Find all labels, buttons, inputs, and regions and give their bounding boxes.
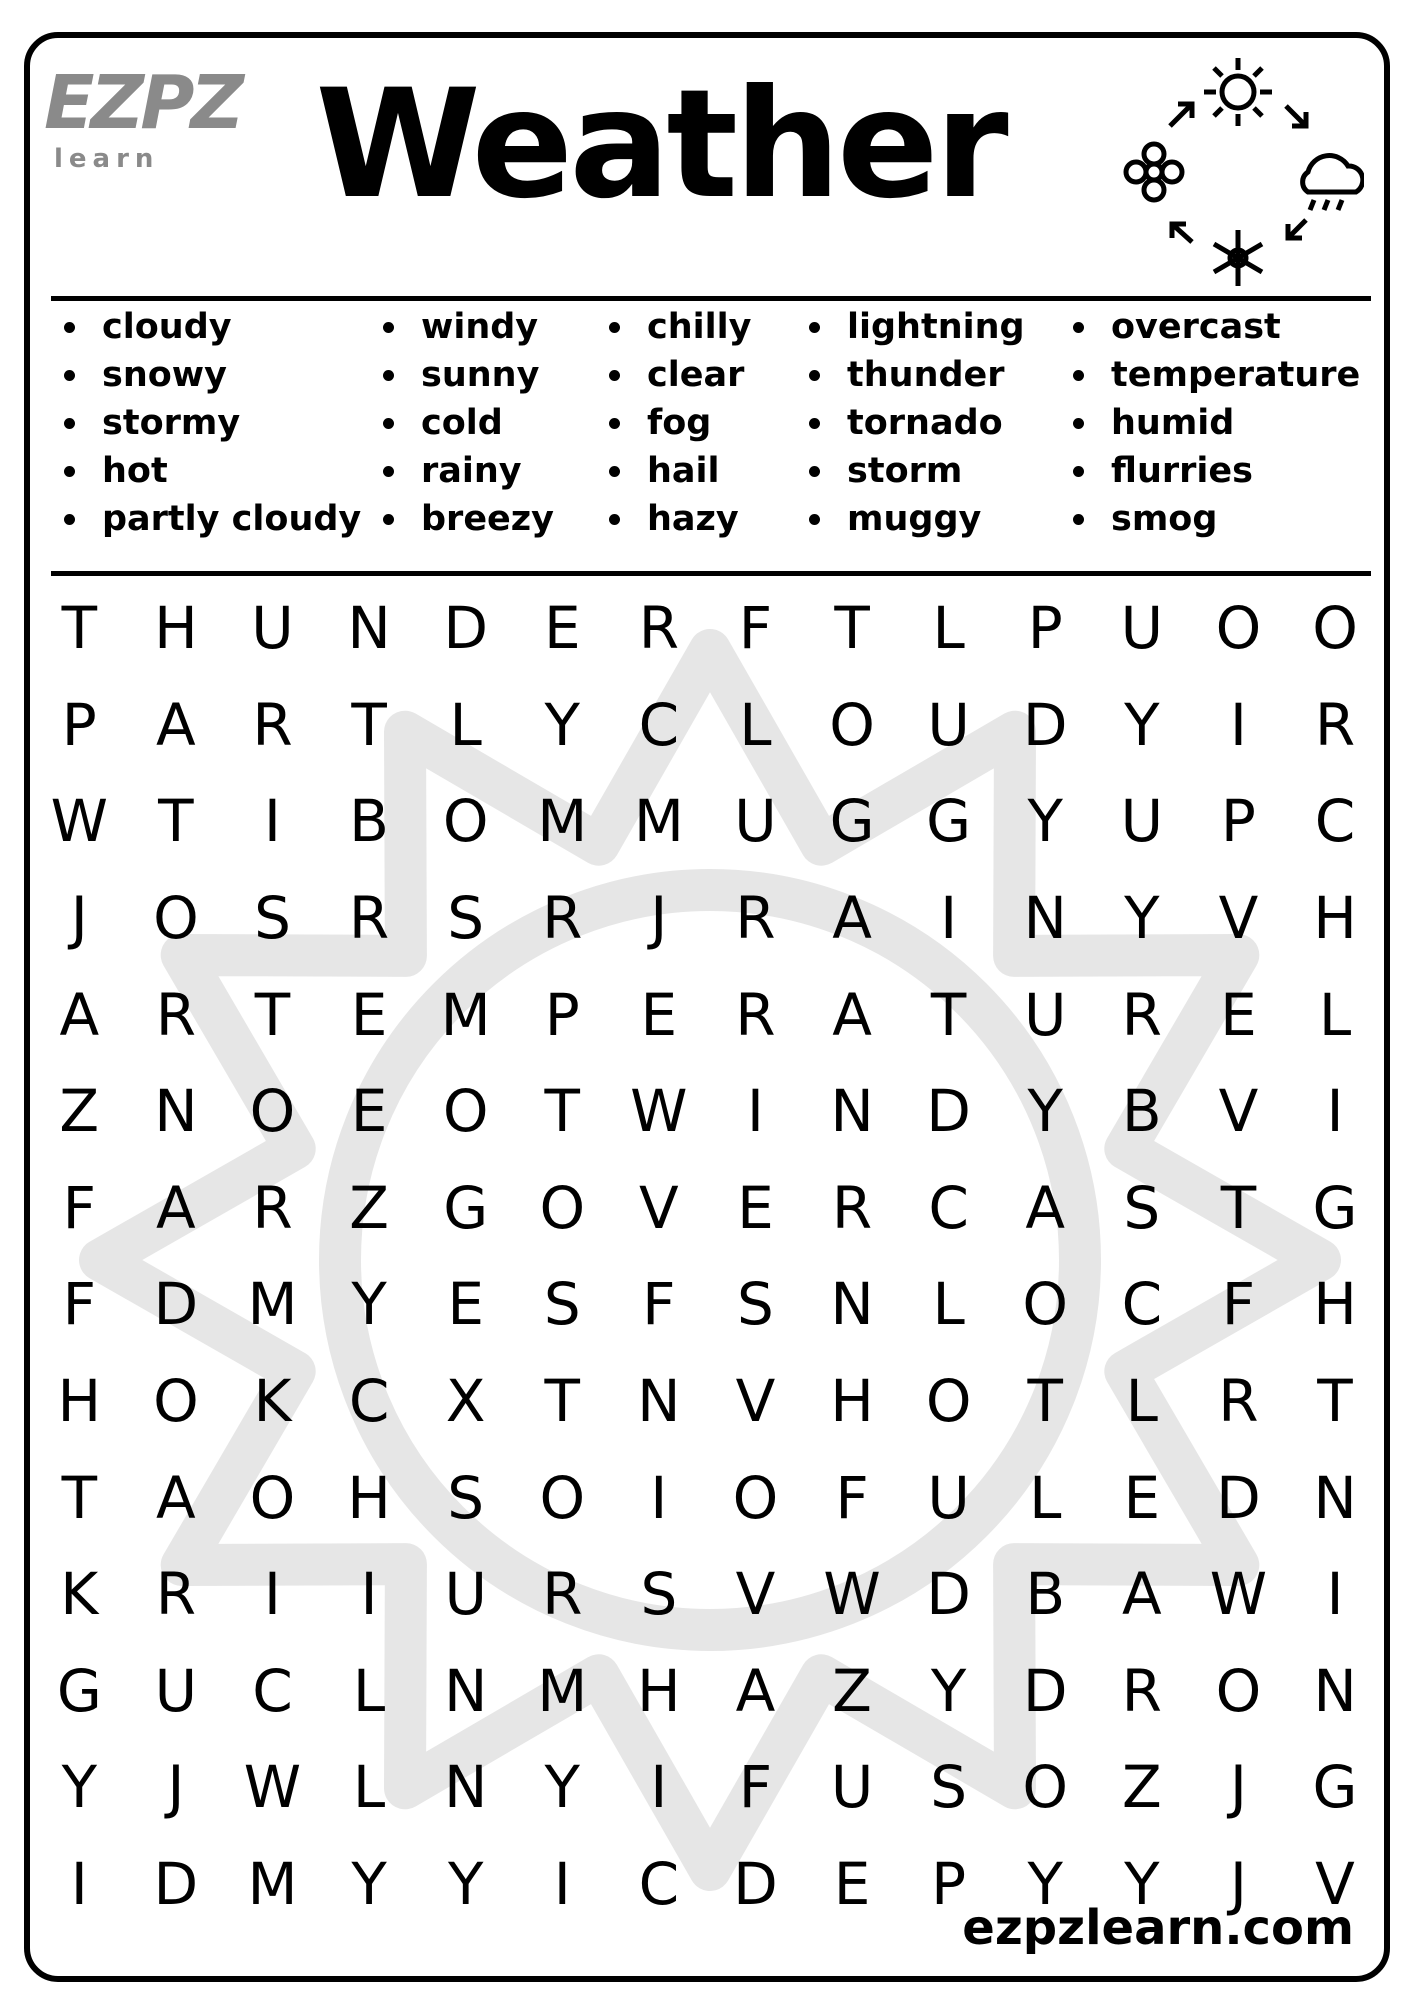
grid-letter[interactable]: T xyxy=(1027,1367,1063,1436)
flower-icon xyxy=(1126,144,1182,200)
word-item: muggy xyxy=(809,495,1025,543)
grid-letter[interactable]: O xyxy=(539,1173,586,1242)
grid-letter[interactable]: L xyxy=(1318,980,1352,1049)
grid-letter[interactable]: I xyxy=(360,1560,378,1629)
grid-letter[interactable]: W xyxy=(50,787,108,856)
grid-letter[interactable]: A xyxy=(832,980,872,1049)
grid-letter[interactable]: D xyxy=(443,594,488,663)
grid-letter[interactable]: P xyxy=(1220,787,1256,856)
word-item: breezy xyxy=(383,495,554,543)
weather-cycle-icon xyxy=(1118,50,1364,290)
grid-letter[interactable]: N xyxy=(443,1656,488,1725)
word-item: stormy xyxy=(64,399,361,447)
grid-letter[interactable]: R xyxy=(735,884,776,953)
grid-letter[interactable]: A xyxy=(832,884,872,953)
grid-letter[interactable]: U xyxy=(251,594,294,663)
grid-letter[interactable]: C xyxy=(638,1850,680,1919)
grid-letter[interactable]: A xyxy=(156,690,196,759)
grid-letter[interactable]: M xyxy=(247,1850,298,1919)
word-item: chilly xyxy=(609,303,751,351)
grid-letter[interactable]: J xyxy=(70,884,88,953)
site-url: ezpzlearn.com xyxy=(962,1900,1354,1956)
logo-sub: learn xyxy=(54,144,160,174)
grid-letter[interactable]: L xyxy=(932,1270,965,1339)
grid-letter[interactable]: J xyxy=(650,884,668,953)
grid-row xyxy=(31,1546,1383,1643)
grid-letter[interactable]: V xyxy=(1218,1077,1259,1146)
grid-letter[interactable]: R xyxy=(155,1560,197,1629)
grid-letter[interactable]: Y xyxy=(351,1270,387,1339)
grid-letter[interactable]: N xyxy=(830,1270,874,1339)
word-item: sunny xyxy=(383,351,554,399)
word-item: partly cloudy xyxy=(64,495,361,543)
grid-letter[interactable]: O xyxy=(1215,594,1262,663)
grid-letter[interactable]: E xyxy=(350,980,388,1049)
grid-letter[interactable]: S xyxy=(930,1753,968,1822)
grid-letter[interactable]: D xyxy=(153,1850,199,1919)
grid-letter[interactable]: U xyxy=(1024,980,1067,1049)
grid-letter[interactable]: V xyxy=(1218,884,1259,953)
grid-letter[interactable]: L xyxy=(449,690,482,759)
grid-letter[interactable]: O xyxy=(1022,1270,1069,1339)
grid-letter[interactable]: S xyxy=(737,1270,774,1339)
grid-letter[interactable]: R xyxy=(542,884,583,953)
grid-row xyxy=(31,677,1383,774)
grid-letter[interactable]: C xyxy=(1314,787,1356,856)
grid-letter[interactable]: F xyxy=(738,594,773,663)
grid-letter[interactable]: R xyxy=(252,690,293,759)
grid-letter[interactable]: G xyxy=(1312,1753,1358,1822)
grid-letter[interactable]: I xyxy=(1229,690,1247,759)
grid-letter[interactable]: P xyxy=(1027,594,1063,663)
grid-letter[interactable]: O xyxy=(829,690,875,759)
grid-letter[interactable]: Y xyxy=(1124,884,1160,953)
grid-letter[interactable]: I xyxy=(650,1753,668,1822)
grid-letter[interactable]: D xyxy=(926,1077,971,1146)
grid-letter[interactable]: M xyxy=(537,1656,588,1725)
grid-letter[interactable]: J xyxy=(1229,1850,1247,1919)
grid-letter[interactable]: Y xyxy=(1027,1850,1063,1919)
grid-row xyxy=(31,773,1383,870)
grid-letter[interactable]: R xyxy=(155,980,197,1049)
word-list-column-2 xyxy=(383,303,554,543)
word-item: overcast xyxy=(1073,303,1360,351)
word-search-grid xyxy=(31,580,1383,1932)
grid-letter[interactable]: F xyxy=(738,1753,773,1822)
grid-letter[interactable]: F xyxy=(62,1173,96,1242)
grid-letter[interactable]: H xyxy=(57,1367,102,1436)
grid-letter[interactable]: R xyxy=(252,1173,293,1242)
word-list-column-3 xyxy=(609,303,751,543)
grid-letter[interactable]: E xyxy=(447,1270,484,1339)
grid-letter[interactable]: Z xyxy=(832,1656,872,1725)
grid-letter[interactable]: G xyxy=(926,787,972,856)
grid-letter[interactable]: R xyxy=(735,980,776,1049)
grid-letter[interactable]: O xyxy=(249,1077,296,1146)
grid-letter[interactable]: I xyxy=(940,884,958,953)
grid-letter[interactable]: R xyxy=(1121,980,1162,1049)
grid-row xyxy=(31,1643,1383,1740)
word-item: temperature xyxy=(1073,351,1360,399)
grid-letter[interactable]: O xyxy=(539,1463,586,1532)
grid-letter[interactable]: F xyxy=(835,1463,869,1532)
grid-letter[interactable]: I xyxy=(70,1850,88,1919)
word-item: cold xyxy=(383,399,554,447)
grid-letter[interactable]: R xyxy=(638,594,680,663)
grid-letter[interactable]: F xyxy=(642,1270,676,1339)
grid-row xyxy=(31,1256,1383,1353)
grid-letter[interactable]: N xyxy=(1023,884,1067,953)
grid-letter[interactable]: F xyxy=(1221,1270,1256,1339)
grid-letter[interactable]: E xyxy=(833,1850,871,1919)
grid-letter[interactable]: D xyxy=(153,1270,199,1339)
word-item: clear xyxy=(609,351,751,399)
grid-letter[interactable]: B xyxy=(1025,1560,1066,1629)
grid-letter[interactable]: H xyxy=(154,594,198,663)
grid-letter[interactable]: B xyxy=(349,787,389,856)
grid-letter[interactable]: H xyxy=(637,1656,681,1725)
grid-letter[interactable]: T xyxy=(158,787,194,856)
grid-letter[interactable]: Y xyxy=(351,1850,387,1919)
word-item: storm xyxy=(809,447,1025,495)
grid-letter[interactable]: J xyxy=(167,1753,185,1822)
grid-letter[interactable]: U xyxy=(154,1656,198,1725)
grid-letter[interactable]: Y xyxy=(1124,1850,1160,1919)
grid-letter[interactable]: E xyxy=(640,980,678,1049)
grid-letter[interactable]: M xyxy=(537,787,588,856)
word-item: hail xyxy=(609,447,751,495)
word-item: tornado xyxy=(809,399,1025,447)
grid-letter[interactable]: W xyxy=(1209,1560,1268,1629)
grid-letter[interactable]: Y xyxy=(930,1656,967,1725)
grid-letter[interactable]: G xyxy=(443,1173,489,1242)
grid-letter[interactable]: D xyxy=(926,1560,971,1629)
grid-letter[interactable]: I xyxy=(746,1077,764,1146)
grid-letter[interactable]: Y xyxy=(544,1753,580,1822)
grid-letter[interactable]: R xyxy=(542,1560,583,1629)
grid-letter[interactable]: H xyxy=(1313,1270,1357,1339)
grid-letter[interactable]: O xyxy=(1215,1656,1262,1725)
grid-letter[interactable]: C xyxy=(1121,1270,1163,1339)
grid-letter[interactable]: T xyxy=(544,1077,580,1146)
grid-row xyxy=(31,1160,1383,1257)
divider-top xyxy=(51,296,1371,301)
grid-letter[interactable]: C xyxy=(928,1173,969,1242)
word-item: humid xyxy=(1073,399,1360,447)
grid-letter[interactable]: T xyxy=(351,690,387,759)
grid-letter[interactable]: E xyxy=(1123,1463,1161,1532)
grid-letter[interactable]: Z xyxy=(59,1077,100,1146)
grid-letter[interactable]: L xyxy=(1029,1463,1062,1532)
grid-letter[interactable]: P xyxy=(544,980,580,1049)
grid-letter[interactable]: L xyxy=(739,690,772,759)
divider-bottom xyxy=(51,571,1371,576)
grid-letter[interactable]: O xyxy=(732,1463,779,1532)
grid-letter[interactable]: E xyxy=(543,594,581,663)
grid-letter[interactable]: V xyxy=(1315,1850,1355,1919)
page-title: Weather xyxy=(315,58,1005,232)
grid-row xyxy=(31,870,1383,967)
grid-letter[interactable]: C xyxy=(348,1367,390,1436)
grid-letter[interactable]: B xyxy=(1121,1077,1162,1146)
grid-letter[interactable]: E xyxy=(350,1077,388,1146)
grid-letter[interactable]: O xyxy=(249,1463,296,1532)
grid-letter[interactable]: L xyxy=(932,594,965,663)
grid-letter[interactable]: N xyxy=(637,1367,681,1436)
grid-letter[interactable]: Y xyxy=(1124,690,1160,759)
grid-letter[interactable]: G xyxy=(56,1656,102,1725)
grid-letter[interactable]: M xyxy=(247,1270,298,1339)
grid-letter[interactable]: R xyxy=(831,1173,873,1242)
grid-letter[interactable]: P xyxy=(931,1850,967,1919)
grid-letter[interactable]: I xyxy=(1326,1077,1344,1146)
grid-letter[interactable]: A xyxy=(156,1173,196,1242)
grid-letter[interactable]: H xyxy=(1313,884,1357,953)
grid-letter[interactable]: S xyxy=(640,1560,678,1629)
word-item: windy xyxy=(383,303,554,351)
grid-letter[interactable]: N xyxy=(1313,1656,1357,1725)
grid-row xyxy=(31,1449,1383,1546)
grid-letter[interactable]: Y xyxy=(1027,787,1063,856)
grid-letter[interactable]: I xyxy=(553,1850,571,1919)
grid-letter[interactable]: R xyxy=(1218,1367,1259,1436)
grid-letter[interactable]: F xyxy=(62,1270,96,1339)
word-item: snowy xyxy=(64,351,361,399)
grid-letter[interactable]: T xyxy=(930,980,967,1049)
grid-letter[interactable]: M xyxy=(440,980,491,1049)
grid-letter[interactable]: T xyxy=(1317,1367,1353,1436)
grid-letter[interactable]: N xyxy=(1313,1463,1357,1532)
grid-letter[interactable]: R xyxy=(1121,1656,1162,1725)
grid-letter[interactable]: A xyxy=(59,980,100,1049)
grid-letter[interactable]: O xyxy=(442,1077,489,1146)
grid-letter[interactable]: Y xyxy=(544,690,580,759)
grid-letter[interactable]: T xyxy=(834,594,870,663)
grid-letter[interactable]: D xyxy=(733,1850,778,1919)
word-item: lightning xyxy=(809,303,1025,351)
rain-cloud-icon xyxy=(1303,156,1363,210)
grid-letter[interactable]: Y xyxy=(1027,1077,1063,1146)
word-item: smog xyxy=(1073,495,1360,543)
grid-letter[interactable]: C xyxy=(252,1656,293,1725)
grid-letter[interactable]: U xyxy=(927,690,970,759)
grid-letter[interactable]: V xyxy=(735,1560,776,1629)
word-item: fog xyxy=(609,399,751,447)
grid-letter[interactable]: Z xyxy=(349,1173,389,1242)
word-item: thunder xyxy=(809,351,1025,399)
grid-letter[interactable]: K xyxy=(60,1560,99,1629)
word-list-column-4 xyxy=(809,303,1025,543)
grid-letter[interactable]: O xyxy=(442,787,489,856)
grid-letter[interactable]: O xyxy=(153,1367,199,1436)
grid-row xyxy=(31,580,1383,677)
snowflake-icon xyxy=(1214,230,1262,286)
grid-letter[interactable]: A xyxy=(735,1656,776,1725)
grid-letter[interactable]: O xyxy=(925,1367,972,1436)
grid-letter[interactable]: M xyxy=(633,787,684,856)
grid-letter[interactable]: N xyxy=(347,594,391,663)
grid-letter[interactable]: N xyxy=(154,1077,198,1146)
grid-row xyxy=(31,1353,1383,1450)
grid-letter[interactable]: X xyxy=(445,1367,486,1436)
grid-letter[interactable]: W xyxy=(243,1753,302,1822)
word-list-column-5 xyxy=(1073,303,1360,543)
grid-letter[interactable]: O xyxy=(1022,1753,1069,1822)
grid-letter[interactable]: I xyxy=(650,1463,668,1532)
grid-letter[interactable]: R xyxy=(348,884,390,953)
grid-letter[interactable]: U xyxy=(927,1463,970,1532)
grid-letter[interactable]: U xyxy=(830,1753,874,1822)
grid-letter[interactable]: J xyxy=(1229,1753,1247,1822)
grid-letter[interactable]: W xyxy=(630,1077,688,1146)
grid-letter[interactable]: T xyxy=(254,980,291,1049)
grid-letter[interactable]: T xyxy=(1220,1173,1257,1242)
grid-letter[interactable]: G xyxy=(829,787,875,856)
grid-letter[interactable]: O xyxy=(1312,594,1358,663)
grid-letter[interactable]: S xyxy=(447,884,485,953)
grid-letter[interactable]: I xyxy=(263,787,282,856)
grid-letter[interactable]: L xyxy=(1125,1367,1158,1436)
word-item: hot xyxy=(64,447,361,495)
word-list-column-1 xyxy=(64,303,361,543)
grid-letter[interactable]: Z xyxy=(1121,1753,1162,1822)
word-item: flurries xyxy=(1073,447,1360,495)
grid-letter[interactable]: D xyxy=(1216,1463,1261,1532)
grid-letter[interactable]: A xyxy=(1121,1560,1162,1629)
word-item: hazy xyxy=(609,495,751,543)
grid-letter[interactable]: O xyxy=(153,884,199,953)
grid-letter[interactable]: W xyxy=(823,1560,881,1629)
grid-letter[interactable]: U xyxy=(1120,787,1164,856)
grid-letter[interactable]: Y xyxy=(61,1753,98,1822)
grid-letter[interactable]: R xyxy=(1314,690,1356,759)
grid-letter[interactable]: A xyxy=(1025,1173,1066,1242)
grid-letter[interactable]: D xyxy=(1022,1656,1068,1725)
grid-letter[interactable]: L xyxy=(352,1656,386,1725)
grid-letter[interactable]: V xyxy=(639,1173,679,1242)
grid-letter[interactable]: G xyxy=(1312,1173,1358,1242)
grid-letter[interactable]: S xyxy=(543,1270,581,1339)
logo-brand: EZPZ xyxy=(44,60,241,146)
grid-row xyxy=(31,1739,1383,1836)
grid-letter[interactable]: U xyxy=(734,787,777,856)
grid-letter[interactable]: T xyxy=(61,1463,98,1532)
grid-letter[interactable]: E xyxy=(1220,980,1257,1049)
grid-letter[interactable]: U xyxy=(444,1560,487,1629)
grid-letter[interactable]: S xyxy=(447,1463,485,1532)
grid-letter[interactable]: T xyxy=(544,1367,580,1436)
grid-letter[interactable]: I xyxy=(1326,1560,1344,1629)
grid-letter[interactable]: N xyxy=(443,1753,488,1822)
sun-icon xyxy=(1204,58,1272,126)
grid-letter[interactable]: I xyxy=(263,1560,282,1629)
grid-letter[interactable]: H xyxy=(347,1463,391,1532)
grid-letter[interactable]: K xyxy=(253,1367,292,1436)
grid-row xyxy=(31,1063,1383,1160)
grid-letter[interactable]: D xyxy=(1022,690,1068,759)
grid-letter[interactable]: C xyxy=(638,690,680,759)
grid-letter[interactable]: T xyxy=(61,594,98,663)
ezpz-logo xyxy=(40,40,241,175)
word-item: rainy xyxy=(383,447,554,495)
word-item: cloudy xyxy=(64,303,361,351)
grid-letter[interactable]: V xyxy=(735,1367,776,1436)
grid-letter[interactable]: L xyxy=(352,1753,386,1822)
grid-letter[interactable]: S xyxy=(1123,1173,1161,1242)
grid-letter[interactable]: H xyxy=(830,1367,874,1436)
grid-letter[interactable]: A xyxy=(156,1463,196,1532)
grid-letter[interactable]: P xyxy=(61,690,97,759)
grid-letter[interactable]: E xyxy=(737,1173,774,1242)
grid-letter[interactable]: S xyxy=(254,884,291,953)
grid-letter[interactable]: U xyxy=(1120,594,1164,663)
grid-row xyxy=(31,966,1383,1063)
grid-letter[interactable]: N xyxy=(830,1077,874,1146)
grid-letter[interactable]: Y xyxy=(447,1850,484,1919)
